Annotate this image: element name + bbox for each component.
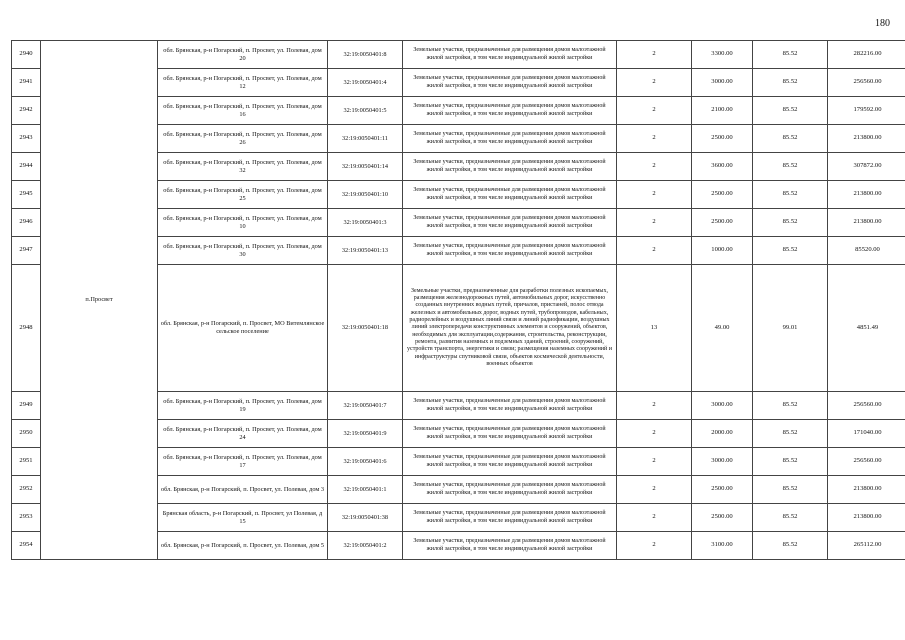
cadastral-value-table bbox=[11, 40, 905, 560]
area-cell: 2100.00 bbox=[692, 97, 753, 125]
row-number: 2944 bbox=[12, 153, 41, 181]
area-cell: 3000.00 bbox=[692, 69, 753, 97]
area-cell: 3600.00 bbox=[692, 153, 753, 181]
group-cell: 2 bbox=[617, 41, 692, 69]
cadastral-value-cell: 265112.00 bbox=[828, 532, 905, 560]
land-use-cell: Земельные участки, предназначенные для размещения домов малоэтажной жилой застройки, в том числе индивидуальной жилой застройки bbox=[403, 125, 617, 153]
address-cell: обл. Брянская, р-н Погарский, п. Просвет, ул. Полевая, дом 30 bbox=[158, 237, 328, 265]
cadastral-number-cell: 32:19:0050401:14 bbox=[328, 153, 403, 181]
rate-cell: 85.52 bbox=[753, 476, 828, 504]
cadastral-number-cell: 32:19:0050401:18 bbox=[328, 265, 403, 392]
area-cell: 2500.00 bbox=[692, 181, 753, 209]
group-cell: 2 bbox=[617, 125, 692, 153]
group-cell: 2 bbox=[617, 69, 692, 97]
group-cell: 2 bbox=[617, 237, 692, 265]
cadastral-number-cell: 32:19:0050401:9 bbox=[328, 420, 403, 448]
cadastral-value-cell: 4851.49 bbox=[828, 265, 905, 392]
row-number: 2943 bbox=[12, 125, 41, 153]
cadastral-number-cell: 32:19:0050401:38 bbox=[328, 504, 403, 532]
area-cell: 3100.00 bbox=[692, 532, 753, 560]
cadastral-value-cell: 85520.00 bbox=[828, 237, 905, 265]
cadastral-value-cell: 256560.00 bbox=[828, 448, 905, 476]
cadastral-number-cell: 32:19:0050401:8 bbox=[328, 41, 403, 69]
group-cell: 2 bbox=[617, 476, 692, 504]
rate-cell: 99.01 bbox=[753, 265, 828, 392]
cadastral-value-cell: 213800.00 bbox=[828, 125, 905, 153]
area-cell: 2500.00 bbox=[692, 125, 753, 153]
cadastral-value-cell: 213800.00 bbox=[828, 181, 905, 209]
cadastral-value-cell: 213800.00 bbox=[828, 476, 905, 504]
rate-cell: 85.52 bbox=[753, 181, 828, 209]
land-use-cell: Земельные участки, предназначенные для размещения домов малоэтажной жилой застройки, в том числе индивидуальной жилой застройки bbox=[403, 69, 617, 97]
land-use-cell: Земельные участки, предназначенные для размещения домов малоэтажной жилой застройки, в том числе индивидуальной жилой застройки bbox=[403, 41, 617, 69]
address-cell: обл. Брянская, р-н Погарский, п. Просвет, ул. Полевая, дом 26 bbox=[158, 125, 328, 153]
group-cell: 2 bbox=[617, 532, 692, 560]
address-cell: обл. Брянская, р-н Погарский, п. Просвет, ул. Полевая, дом 10 bbox=[158, 209, 328, 237]
cadastral-value-cell: 307872.00 bbox=[828, 153, 905, 181]
land-use-cell: Земельные участки, предназначенные для размещения домов малоэтажной жилой застройки, в том числе индивидуальной жилой застройки bbox=[403, 392, 617, 420]
area-cell: 2500.00 bbox=[692, 209, 753, 237]
address-cell: обл. Брянская, р-н Погарский, п. Просвет, МО Витемлянское сельское поселение bbox=[158, 265, 328, 392]
row-number: 2946 bbox=[12, 209, 41, 237]
rate-cell: 85.52 bbox=[753, 97, 828, 125]
cadastral-value-cell: 213800.00 bbox=[828, 504, 905, 532]
rate-cell: 85.52 bbox=[753, 504, 828, 532]
address-cell: обл. Брянская, р-н Погарский, п. Просвет, ул. Полевая, дом 3 bbox=[158, 476, 328, 504]
cadastral-value-cell: 256560.00 bbox=[828, 392, 905, 420]
cadastral-value-cell: 179592.00 bbox=[828, 97, 905, 125]
area-cell: 2000.00 bbox=[692, 420, 753, 448]
cadastral-number-cell: 32:19:0050401:3 bbox=[328, 209, 403, 237]
address-cell: обл. Брянская, р-н Погарский, п. Просвет, ул. Полевая, дом 12 bbox=[158, 69, 328, 97]
area-cell: 1000.00 bbox=[692, 237, 753, 265]
land-use-cell: Земельные участки, предназначенные для размещения домов малоэтажной жилой застройки, в том числе индивидуальной жилой застройки bbox=[403, 448, 617, 476]
table-row bbox=[12, 41, 905, 69]
address-cell: обл. Брянская, р-н Погарский, п. Просвет, ул. Полевая, дом 32 bbox=[158, 153, 328, 181]
address-cell: обл. Брянская, р-н Погарский, п. Просвет, ул. Полевая, дом 19 bbox=[158, 392, 328, 420]
row-number: 2947 bbox=[12, 237, 41, 265]
address-cell: обл. Брянская, р-н Погарский, п. Просвет, ул. Полевая, дом 24 bbox=[158, 420, 328, 448]
area-cell: 2500.00 bbox=[692, 476, 753, 504]
address-cell: обл. Брянская, р-н Погарский, п. Просвет, ул. Полевая, дом 5 bbox=[158, 532, 328, 560]
land-use-cell: Земельные участки, предназначенные для размещения домов малоэтажной жилой застройки, в том числе индивидуальной жилой застройки bbox=[403, 97, 617, 125]
land-use-cell: Земельные участки, предназначенные для размещения домов малоэтажной жилой застройки, в том числе индивидуальной жилой застройки bbox=[403, 420, 617, 448]
row-number: 2953 bbox=[12, 504, 41, 532]
group-cell: 2 bbox=[617, 420, 692, 448]
land-use-cell: Земельные участки, предназначенные для размещения домов малоэтажной жилой застройки, в том числе индивидуальной жилой застройки bbox=[403, 237, 617, 265]
rate-cell: 85.52 bbox=[753, 209, 828, 237]
rate-cell: 85.52 bbox=[753, 448, 828, 476]
rate-cell: 85.52 bbox=[753, 153, 828, 181]
address-cell: Брянская область, р-н Погарский, п. Просвет, ул Полевая, д 15 bbox=[158, 504, 328, 532]
land-use-cell: Земельные участки, предназначенные для размещения домов малоэтажной жилой застройки, в том числе индивидуальной жилой застройки bbox=[403, 504, 617, 532]
area-cell: 2500.00 bbox=[692, 504, 753, 532]
row-number: 2951 bbox=[12, 448, 41, 476]
group-cell: 13 bbox=[617, 265, 692, 392]
group-cell: 2 bbox=[617, 504, 692, 532]
row-number: 2949 bbox=[12, 392, 41, 420]
address-cell: обл. Брянская, р-н Погарский, п. Просвет, ул. Полевая, дом 20 bbox=[158, 41, 328, 69]
page-number: 180 bbox=[875, 18, 890, 29]
rate-cell: 85.52 bbox=[753, 392, 828, 420]
group-cell: 2 bbox=[617, 97, 692, 125]
land-use-cell: Земельные участки, предназначенные для разработки полезных ископаемых, размещения железнодорожных путей, автомобильных дорог, искусственно созданных внутренних водных путей, причалов, пристаней, полос отвода железных и автомобильных дорог, водных путей, трубопроводов, кабельных, радиорелейных и воздушных линий связи и линий радиофикации, воздушных линий электропередачи конструктивных элементов и сооружений, объектов, необходимых для эксплуатации,содержания, строительства, реконструкции, ремонта, развития наземных и подземных зданий, строений, сооружений, устройств транспорта, энергетики и связи; размещения наземных сооружений и инфраструктуры спутниковой связи, объектов космической деятельности, военных объектов bbox=[403, 265, 617, 392]
area-cell: 49.00 bbox=[692, 265, 753, 392]
cadastral-number-cell: 32:19:0050401:2 bbox=[328, 532, 403, 560]
group-cell: 2 bbox=[617, 392, 692, 420]
cadastral-number-cell: 32:19:0050401:7 bbox=[328, 392, 403, 420]
cadastral-number-cell: 32:19:0050401:6 bbox=[328, 448, 403, 476]
cadastral-number-cell: 32:19:0050401:1 bbox=[328, 476, 403, 504]
cadastral-number-cell: 32:19:0050401:4 bbox=[328, 69, 403, 97]
cadastral-number-cell: 32:19:0050401:10 bbox=[328, 181, 403, 209]
row-number: 2940 bbox=[12, 41, 41, 69]
cadastral-value-cell: 282216.00 bbox=[828, 41, 905, 69]
land-use-cell: Земельные участки, предназначенные для размещения домов малоэтажной жилой застройки, в том числе индивидуальной жилой застройки bbox=[403, 532, 617, 560]
row-number: 2950 bbox=[12, 420, 41, 448]
cadastral-value-cell: 213800.00 bbox=[828, 209, 905, 237]
rate-cell: 85.52 bbox=[753, 69, 828, 97]
row-number: 2952 bbox=[12, 476, 41, 504]
group-cell: 2 bbox=[617, 448, 692, 476]
address-cell: обл. Брянская, р-н Погарский, п. Просвет, ул. Полевая, дом 25 bbox=[158, 181, 328, 209]
land-use-cell: Земельные участки, предназначенные для размещения домов малоэтажной жилой застройки, в том числе индивидуальной жилой застройки bbox=[403, 153, 617, 181]
group-cell: 2 bbox=[617, 209, 692, 237]
land-use-cell: Земельные участки, предназначенные для размещения домов малоэтажной жилой застройки, в том числе индивидуальной жилой застройки bbox=[403, 476, 617, 504]
group-cell: 2 bbox=[617, 181, 692, 209]
row-number: 2954 bbox=[12, 532, 41, 560]
row-number: 2945 bbox=[12, 181, 41, 209]
land-use-cell: Земельные участки, предназначенные для размещения домов малоэтажной жилой застройки, в том числе индивидуальной жилой застройки bbox=[403, 209, 617, 237]
cadastral-value-cell: 256560.00 bbox=[828, 69, 905, 97]
rate-cell: 85.52 bbox=[753, 41, 828, 69]
area-cell: 3000.00 bbox=[692, 392, 753, 420]
rate-cell: 85.52 bbox=[753, 237, 828, 265]
cadastral-number-cell: 32:19:0050401:5 bbox=[328, 97, 403, 125]
area-cell: 3000.00 bbox=[692, 448, 753, 476]
cadastral-number-cell: 32:19:0050401:11 bbox=[328, 125, 403, 153]
cadastral-number-cell: 32:19:0050401:13 bbox=[328, 237, 403, 265]
rate-cell: 85.52 bbox=[753, 125, 828, 153]
rate-cell: 85.52 bbox=[753, 420, 828, 448]
settlement-cell: п.Просвет bbox=[41, 41, 158, 560]
row-number: 2948 bbox=[12, 265, 41, 392]
rate-cell: 85.52 bbox=[753, 532, 828, 560]
group-cell: 2 bbox=[617, 153, 692, 181]
row-number: 2942 bbox=[12, 97, 41, 125]
address-cell: обл. Брянская, р-н Погарский, п. Просвет, ул. Полевая, дом 16 bbox=[158, 97, 328, 125]
cadastral-value-cell: 171040.00 bbox=[828, 420, 905, 448]
land-use-cell: Земельные участки, предназначенные для размещения домов малоэтажной жилой застройки, в том числе индивидуальной жилой застройки bbox=[403, 181, 617, 209]
address-cell: обл. Брянская, р-н Погарский, п. Просвет, ул. Полевая, дом 17 bbox=[158, 448, 328, 476]
area-cell: 3300.00 bbox=[692, 41, 753, 69]
row-number: 2941 bbox=[12, 69, 41, 97]
